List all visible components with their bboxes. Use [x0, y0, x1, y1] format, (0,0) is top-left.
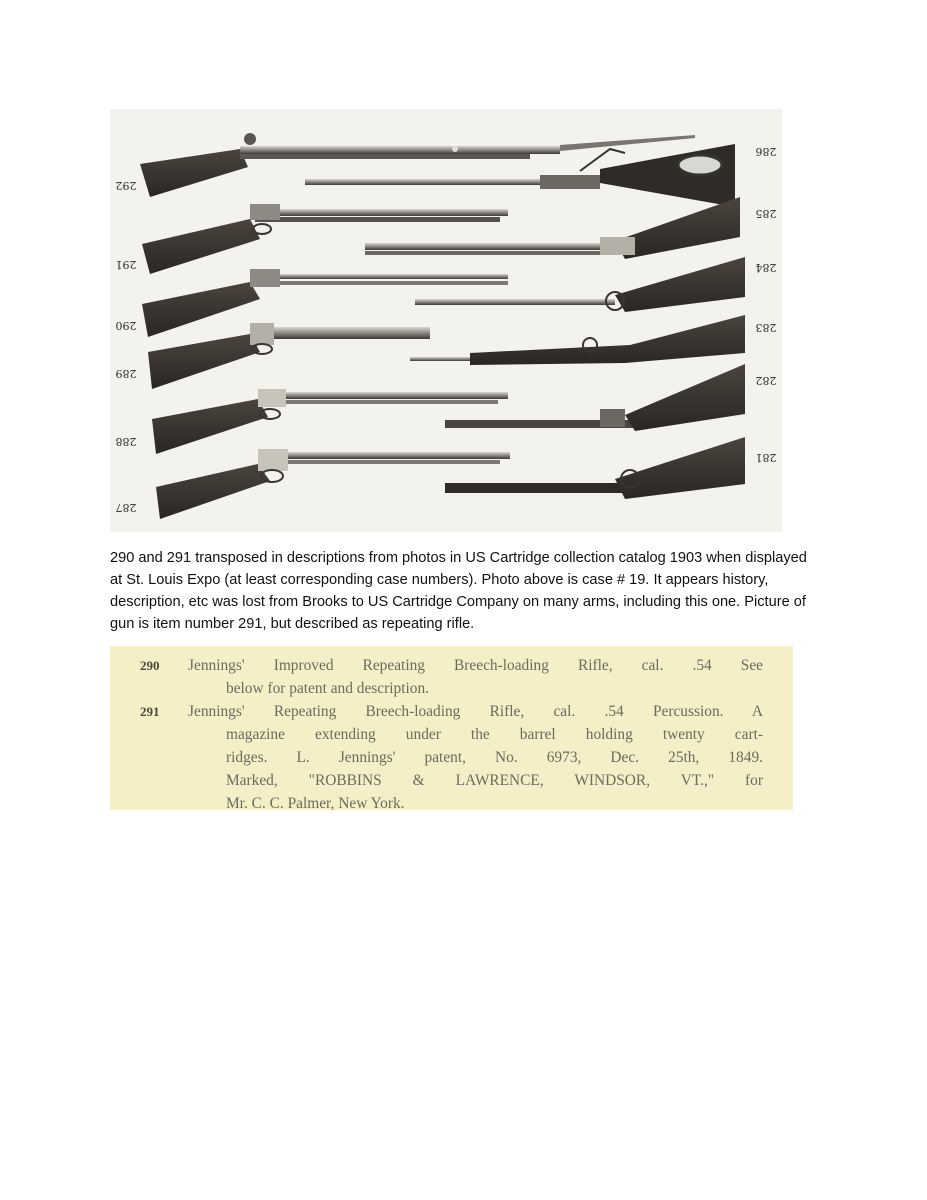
entry-number: 290 — [140, 658, 160, 673]
entry-line: Jennings' Repeating Breech-loading Rifle, cal. .54 Percussion. A — [188, 703, 763, 720]
entry-line: ridges. L. Jennings' patent, No. 6973, Dec. 25th, 1849. — [226, 749, 763, 766]
case-number-286: 286 — [755, 145, 777, 158]
case-number-289: 289 — [115, 367, 137, 380]
rifle-292 — [140, 133, 695, 197]
catalog-excerpt — [110, 646, 793, 810]
firearms-photo — [110, 109, 782, 532]
entry-line: below for patent and description. — [226, 680, 430, 697]
entry-line: Jennings' Improved Repeating Breech-loading Rifle, cal. .54 See — [188, 657, 763, 674]
case-number-284: 284 — [755, 261, 777, 274]
case-number-285: 285 — [755, 207, 777, 220]
rifle-285 — [365, 197, 740, 259]
case-number-281: 281 — [755, 451, 777, 464]
case-number-290: 290 — [115, 319, 137, 332]
rifle-291 — [142, 204, 508, 274]
case-number-283: 283 — [755, 321, 777, 334]
entry-line: Mr. C. C. Palmer, New York. — [226, 795, 405, 810]
case-number-292: 292 — [115, 179, 137, 192]
case-number-282: 282 — [755, 374, 777, 387]
rifle-283 — [410, 315, 745, 365]
entry-line: Marked, "ROBBINS & LAWRENCE, WINDSOR, VT.," for — [226, 772, 763, 789]
caption-paragraph: 290 and 291 transposed in descriptions from photos in US Cartridge collection catalog 1903 when displayed at St. Louis Expo (at least corresponding case numbers). Photo above is case # 19. It appears history, description, etc was lost from Brooks to US Cartridge Company on many arms, including this one. Picture of gun is item number 291, but described as repeating rifle. — [110, 550, 807, 632]
case-number-288: 288 — [115, 435, 137, 448]
entry-number: 291 — [140, 704, 160, 719]
case-number-287: 287 — [115, 501, 137, 514]
entry-line: magazine extending under the barrel holding twenty cart- — [226, 726, 763, 743]
firearms-illustration — [110, 109, 782, 532]
rifle-289 — [148, 323, 430, 389]
rifle-281 — [445, 437, 745, 499]
case-number-291: 291 — [115, 258, 137, 271]
